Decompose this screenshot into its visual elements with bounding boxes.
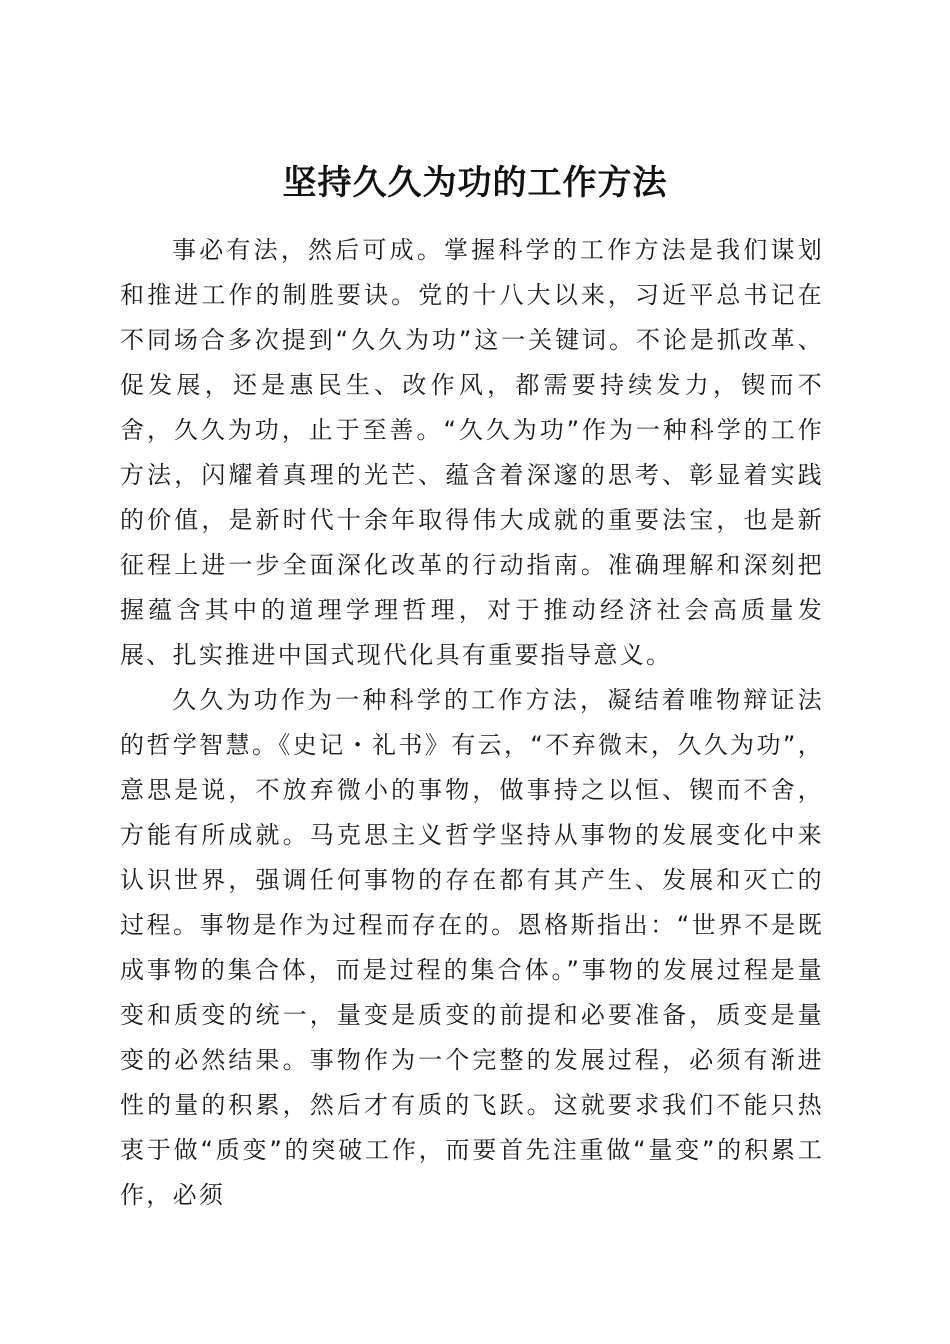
document-title: 坚持久久为功的工作方法 [282, 162, 668, 203]
document-body [120, 228, 824, 1218]
paragraph-1: 事必有法，然后可成。掌握科学的工作方法是我们谋划和推进工作的制胜要诀。党的十八大以来，习近平总书记在不同场合多次提到“久久为功”这一关键词。不论是抓改革、促发展，还是惠民生、改作风，都需要持续发力，锲而不舍，久久为功，止于至善。“久久为功”作为一种科学的工作方法，闪耀着真理的光芒、蕴含着深邃的思考、彰显着实践的价值，是新时代十余年取得伟大成就的重要法宝，也是新征程上进一步全面深化改革的行动指南。准确理解和深刻把握蕴含其中的道理学理哲理，对于推动经济社会高质量发展、扎实推进中国式现代化具有重要指导意义。 [120, 236, 824, 669]
paragraph-2: 久久为功作为一种科学的工作方法，凝结着唯物辩证法的哲学智慧。《史记・礼书》有云，“不弃微末，久久为功”，意思是说，不放弃微小的事物，做事持之以恒、锲而不舍，方能有所成就。马克思主义哲学坚持从事物的发展变化中来认识世界，强调任何事物的存在都有其产生、发展和灭亡的过程。事物是作为过程而存在的。恩格斯指出：“世界不是既成事物的集合体，而是过程的集合体。”事物的发展过程是量变和质变的统一，量变是质变的前提和必要准备，质变是量变的必然结果。事物作为一个完整的发展过程，必须有渐进性的量的积累，然后才有质的飞跃。这就要求我们不能只热衷于做“质变”的突破工作，而要首先注重做“量变”的积累工作，必须 [120, 686, 824, 1209]
